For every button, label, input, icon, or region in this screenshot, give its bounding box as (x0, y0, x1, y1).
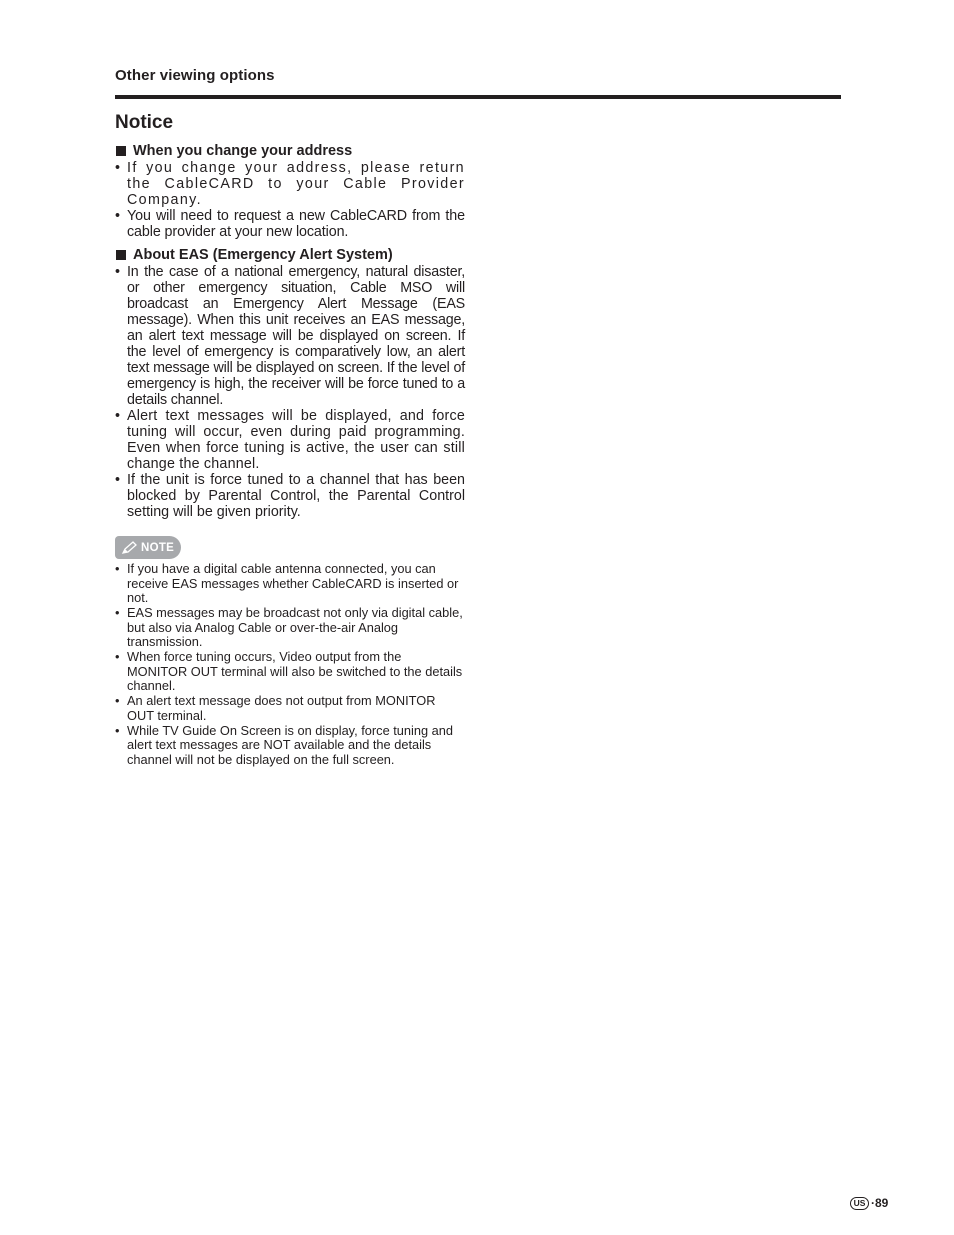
list-item: • Alert text messages will be displayed, and force tuning will occur, even during paid programming. Even when force tuning is active, the user can still change the channel. (115, 408, 465, 472)
region-badge: US (850, 1197, 869, 1210)
page-number-text: ·89 (871, 1196, 889, 1210)
page-title: Notice (115, 112, 174, 133)
note-list (115, 562, 463, 768)
eas-heading-text: About EAS (Emergency Alert System) (133, 247, 393, 263)
list-item: • If the unit is force tuned to a channel that has been blocked by Parental Control, the Parental Control setting will be given priority. (115, 472, 465, 520)
address-section (115, 142, 465, 240)
pencil-icon (121, 540, 139, 556)
square-bullet-icon (116, 250, 126, 260)
eas-list (115, 264, 465, 520)
list-item: • An alert text message does not output from MONITOR OUT terminal. (115, 693, 436, 723)
address-heading (115, 142, 465, 160)
list-item: • EAS messages may be broadcast not only via digital cable, but also via Analog Cable or over-the-air Analog transmission. (115, 605, 463, 650)
header-rule (115, 95, 841, 99)
list-item: • When force tuning occurs, Video output from the MONITOR OUT terminal will also be switched to the details channel. (115, 649, 463, 694)
list-item: • While TV Guide On Screen is on display, force tuning and alert text messages are NOT available and the details channel will not be displayed on the full screen. (115, 722, 454, 767)
list-item: • In the case of a national emergency, natural disaster, or other emergency situation, Cable MSO will broadcast an Emergency Alert Message (EAS message). When this unit receives an EAS message, an alert text message will be displayed on screen. If the level of emergency is comparatively low, an alert text message will be displayed on screen. If the level of emergency is high, the receiver will be force tuned to a details channel. (115, 264, 465, 408)
list-item: • If you have a digital cable antenna connected, you can receive EAS messages whether CableCARD is inserted or not. (115, 561, 459, 606)
address-list (115, 160, 465, 240)
page-number (850, 1196, 888, 1210)
eas-heading (115, 246, 465, 264)
address-heading-text: When you change your address (133, 143, 353, 159)
list-item: • You will need to request a new CableCARD from the cable provider at your new location. (115, 208, 465, 240)
list-item: • If you change your address, please return the CableCARD to your Cable Provider Company. (115, 160, 465, 208)
note-badge (115, 536, 181, 559)
eas-section (115, 246, 465, 520)
note-section (115, 562, 463, 768)
square-bullet-icon (116, 146, 126, 156)
note-label: NOTE (141, 541, 175, 554)
section-header: Other viewing options (115, 67, 275, 84)
